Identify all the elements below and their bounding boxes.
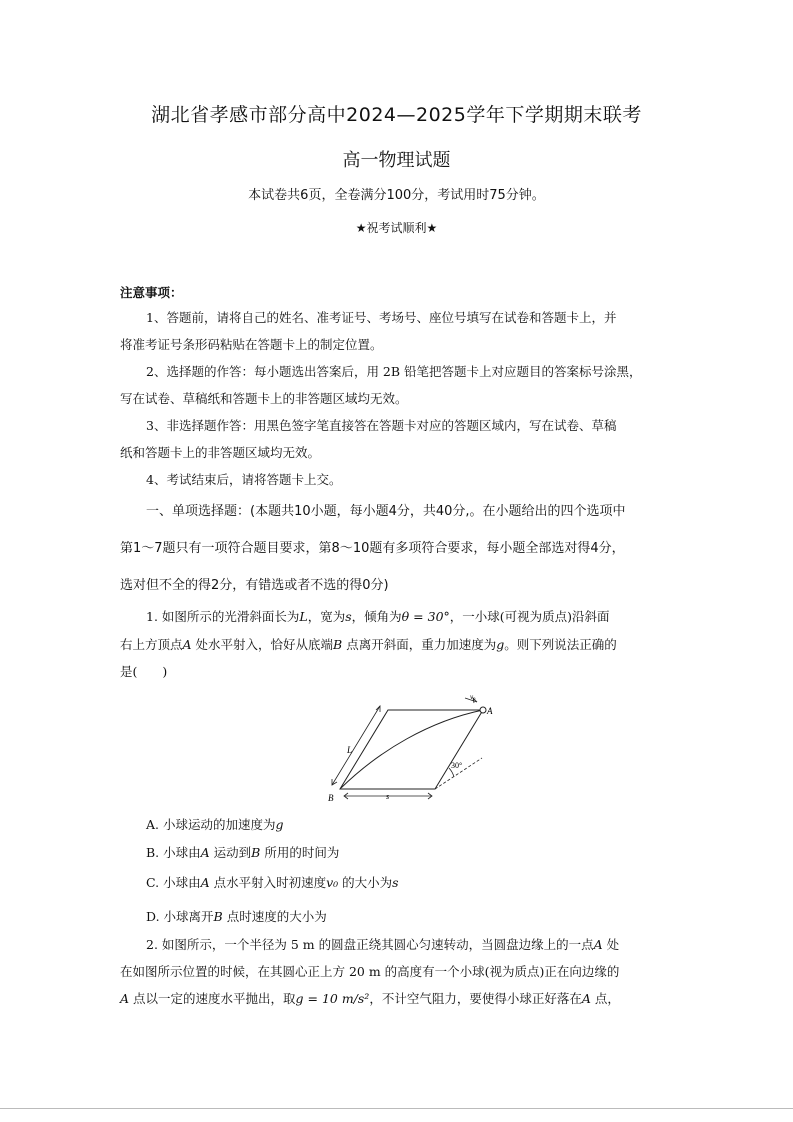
notice-line: 2、选择题的作答：每小题选出答案后，用 2B 铅笔把答题卡上对应题目的答案标号涂黑， bbox=[146, 364, 642, 379]
q1-text: ，一小球(可视为质点)沿斜面 bbox=[449, 609, 610, 624]
q2-var: A bbox=[581, 991, 591, 1006]
notice-line: 3、非选择题作答：用黑色签字笔直接答在答题卡对应的答题区域内，写在试卷、草稿 bbox=[146, 418, 617, 433]
question-2-line: 在如图所示位置的时候，在其圆心正上方 20 m 的高度有一个小球(视为质点)正在向边缘的 bbox=[120, 964, 620, 979]
q2-text: 处 bbox=[602, 937, 620, 952]
question-2-line bbox=[146, 935, 619, 953]
option-var: g bbox=[275, 817, 284, 832]
option-text: 的大小为 bbox=[338, 875, 393, 890]
exam-subtitle: 高一物理试题 bbox=[342, 150, 451, 171]
notice-line: 1、答题前，请将自己的姓名、准考证号、考场号、座位号填写在试卷和答题卡上，并 bbox=[146, 310, 617, 325]
option-text: 点水平射入时初速度 bbox=[209, 875, 327, 890]
q1-text: 处水平射入，恰好从底端 bbox=[191, 637, 334, 652]
ball-marker bbox=[480, 707, 486, 713]
exam-blessing: ★祝考试顺利★ bbox=[355, 221, 438, 235]
q2-var: A bbox=[593, 937, 603, 952]
option-var: A bbox=[200, 845, 210, 860]
q2-text: 点以一定的速度水平抛出，取 bbox=[129, 991, 296, 1006]
label-B: B bbox=[328, 793, 334, 803]
question-2-line bbox=[120, 989, 620, 1007]
q1-var: B bbox=[333, 637, 343, 652]
option-text: A. 小球运动的加速度为 bbox=[146, 817, 276, 832]
option-b bbox=[146, 843, 339, 861]
q2-text: 点， bbox=[590, 991, 620, 1006]
option-text: 点时速度的大小为 bbox=[222, 909, 327, 924]
option-text: 所用的时间为 bbox=[260, 845, 340, 860]
q1-text: ，宽为 bbox=[307, 609, 346, 624]
q1-text: 右上方顶点 bbox=[120, 637, 183, 652]
option-d bbox=[146, 907, 327, 925]
q1-var: s bbox=[345, 609, 352, 624]
inclined-plane-diagram bbox=[320, 688, 500, 806]
option-text: 运动到 bbox=[209, 845, 252, 860]
q1-var: g bbox=[496, 637, 505, 652]
option-var: B bbox=[251, 845, 261, 860]
label-s: s bbox=[386, 792, 390, 801]
section-instructions: 选对但不全的得2分，有错选或者不选的得0分) bbox=[120, 578, 389, 593]
label-A: A bbox=[487, 706, 493, 716]
question-1-line bbox=[120, 635, 617, 653]
label-angle: 30° bbox=[451, 761, 463, 770]
option-var: B bbox=[213, 909, 223, 924]
notice-heading: 注意事项： bbox=[120, 285, 183, 300]
exam-meta: 本试卷共6页，全卷满分100分，考试用时75分钟。 bbox=[248, 188, 545, 203]
option-var: A bbox=[200, 875, 210, 890]
slope-parallelogram bbox=[340, 710, 483, 789]
question-1-line bbox=[146, 607, 610, 625]
notice-line: 纸和答题卡上的非答题区域均无效。 bbox=[120, 445, 321, 460]
q2-var: A bbox=[120, 991, 130, 1006]
label-L: L bbox=[347, 745, 353, 755]
page-bottom-rule bbox=[0, 1108, 793, 1109]
q2-var: g = 10 m/s² bbox=[295, 991, 370, 1006]
q1-text: 1. 如图所示的光滑斜面长为 bbox=[146, 609, 300, 624]
option-c bbox=[146, 873, 399, 891]
length-dimension-line bbox=[332, 706, 380, 785]
length-arrowhead-bottom bbox=[332, 779, 337, 785]
option-a bbox=[146, 815, 284, 833]
notice-line: 写在试卷、草稿纸和答题卡上的非答题区域均无效。 bbox=[120, 391, 408, 406]
q2-text: 2. 如图所示，一个半径为 5 m 的圆盘正绕其圆心匀速转动，当圆盘边缘上的一点 bbox=[146, 937, 594, 952]
q1-var: θ = 30° bbox=[401, 609, 450, 624]
question-1-line: 是( ) bbox=[120, 664, 168, 679]
option-text: D. 小球离开 bbox=[146, 909, 214, 924]
q1-var: L bbox=[299, 609, 308, 624]
q1-var: A bbox=[182, 637, 192, 652]
section-instructions: 第1～7题只有一项符合题目要求，第8～10题有多项符合要求，每小题全部选对得4分， bbox=[120, 541, 625, 556]
exam-title: 湖北省孝感市部分高中2024—2025学年下学期期末联考 bbox=[151, 104, 642, 126]
trajectory-curve bbox=[341, 710, 483, 788]
option-var: s bbox=[392, 875, 399, 890]
q1-text: 点离开斜面，重力加速度为 bbox=[342, 637, 497, 652]
label-v0: v₀ bbox=[470, 693, 476, 701]
q1-text: ，倾角为 bbox=[351, 609, 402, 624]
q1-text: 。则下列说法正确的 bbox=[504, 637, 617, 652]
notice-line: 4、考试结束后，请将答题卡上交。 bbox=[146, 472, 342, 487]
section-heading: 一、单项选择题：(本题共10小题，每小题4分，共40分,。在小题给出的四个选项中 bbox=[146, 504, 626, 519]
option-text: B. 小球由 bbox=[146, 845, 201, 860]
option-text: C. 小球由 bbox=[146, 875, 201, 890]
q2-text: ，不计空气阻力，要使得小球正好落在 bbox=[369, 991, 582, 1006]
notice-line: 将准考证号条形码粘贴在答题卡上的制定位置。 bbox=[120, 337, 383, 352]
option-var: v₀ bbox=[326, 875, 339, 890]
